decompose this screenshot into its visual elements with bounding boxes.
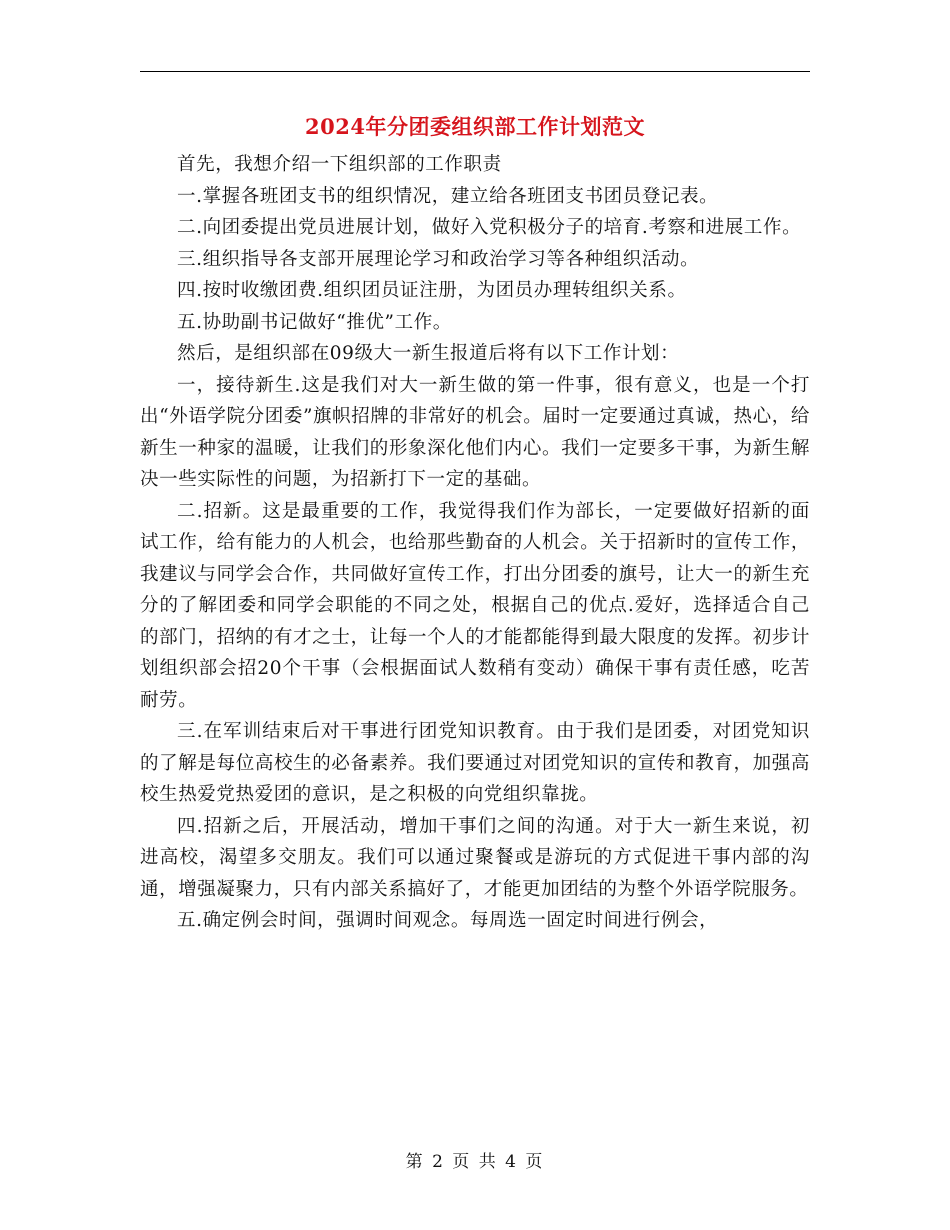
document-body (140, 149, 810, 937)
paragraph-plan-4: 四.招新之后，开展活动，增加干事们之间的沟通。对于大一新生来说，初进高校，渴望多交朋友。我们可以通过聚餐或是游玩的方式促进干事内部的沟通，增强凝聚力，只有内部关系搞好了，才能更加团结的为整个外语学院服务。 (140, 815, 810, 900)
paragraph-duty-3: 三.组织指导各支部开展理论学习和政治学习等各种组织活动。 (177, 248, 700, 270)
paragraph-plan-3: 三.在军训结束后对干事进行团党知识教育。由于我们是团委，对团党知识的了解是每位高校生的必备素养。我们要通过对团党知识的宣传和教育，加强高校生热爱党热爱团的意识，是之积极的向党组织靠拢。 (140, 721, 810, 805)
paragraph-plan-1: 一，接待新生.这是我们对大一新生做的第一件事，很有意义，也是一个打出“外语学院分团委”旗帜招牌的非常好的机会。届时一定要通过真诚，热心，给新生一种家的温暖，让我们的形象深化他们内心。我们一定要多干事，为新生解决一些实际性的问题，为招新打下一定的基础。 (140, 374, 810, 490)
paragraph-plan-5: 五.确定例会时间，强调时间观念。每周选一固定时间进行例会， (177, 910, 719, 931)
page-footer: 第 2 页 共 4 页 (405, 1152, 545, 1172)
document-title: 2024年分团委组织部工作计划范文 (305, 114, 645, 139)
paragraph-plan-intro: 然后，是组织部在09级大一新生报道后将有以下工作计划： (177, 343, 680, 364)
paragraph-duty-5: 五.协助副书记做好“推优”工作。 (177, 311, 452, 333)
paragraph-duty-1: 一.掌握各班团支书的组织情况，建立给各班团支书团员登记表。 (177, 185, 719, 207)
paragraph-duty-2: 二.向团委提出党员进展计划，做好入党积极分子的培育.考察和进展工作。 (177, 217, 802, 238)
paragraph-plan-2: 二.招新。这是最重要的工作，我觉得我们作为部长，一定要做好招新的面试工作，给有能力的人机会，也给那些勤奋的人机会。关于招新时的宣传工作，我建议与同学会合作，共同做好宣传工作，打出分团委的旗号，让大一的新生充分的了解团委和同学会职能的不同之处，根据自己的优点.爱好，选择适合自己的部门，招纳的有才之士，让每一个人的才能都能得到最大限度的发挥。初步计划组织部会招20个干事（会根据面试人数稍有变动）确保干事有责任感，吃苦耐劳。 (140, 500, 810, 711)
header-rule (140, 71, 810, 72)
paragraph-duty-4: 四.按时收缴团费.组织团员证注册，为团员办理转组织关系。 (177, 280, 687, 301)
paragraph-intro: 首先，我想介绍一下组织部的工作职责 (177, 154, 502, 175)
